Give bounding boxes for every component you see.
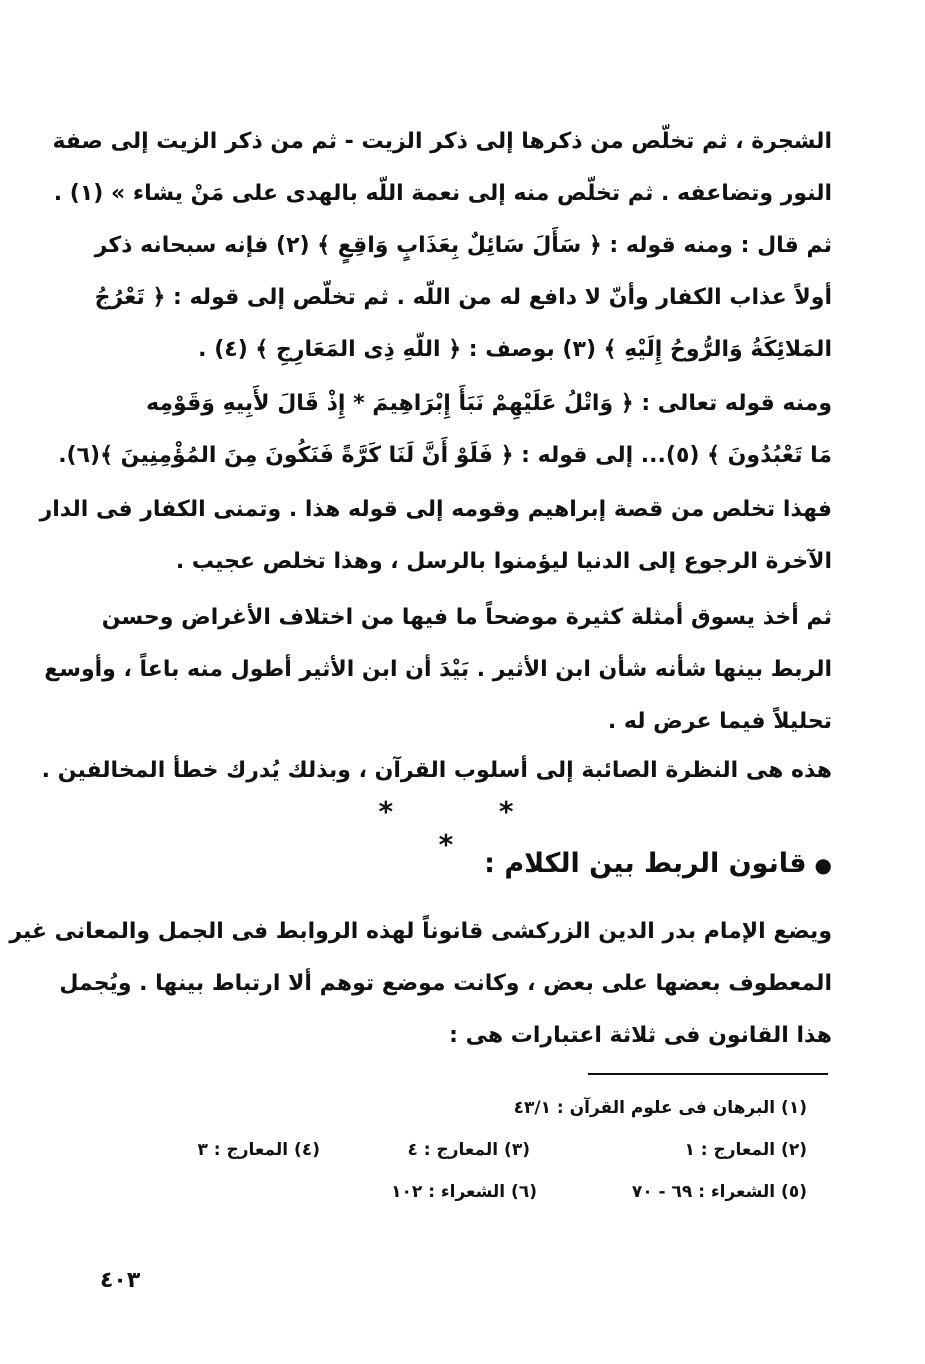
- text-line: أولاً عذاب الكفار وأنّ لا دافع له من اللّه . ثم تخلّص إلى قوله : ﴿ تَعْرُجُ: [94, 285, 832, 310]
- footnote-divider: [588, 1073, 828, 1075]
- text-line: مَا تَعْبُدُونَ ﴾ (٥)... إلى قوله : ﴿ فَلَوْ أَنَّ لَنَا كَرَّةً فَنَكُونَ مِنَ المُؤْمِنِينَ ﴾(٦).: [58, 443, 832, 468]
- footnote-4: (٤) المعارج : ٣: [197, 1140, 320, 1160]
- bullet-icon: ●: [814, 853, 832, 877]
- paragraph-5: [44, 592, 832, 748]
- page-number: ٤٠٣: [100, 1268, 141, 1293]
- text-line: تحليلاً فيما عرض له .: [607, 709, 832, 734]
- footnote-5: (٥) الشعراء : ٦٩ - ٧٠: [631, 1182, 807, 1202]
- section-paragraph: [9, 906, 832, 1062]
- text-line: ثم قال : ومنه قوله : ﴿ سَأَلَ سَائِلٌ بِعَذَابٍ وَاقِعٍ ﴾ (٢) فإنه سبحانه ذكر: [94, 233, 832, 258]
- text-line: المَلائِكَةُ وَالرُّوحُ إِلَيْهِ ﴾ (٣) بوصف : ﴿ اللّهِ ذِى المَعَارِجِ ﴾ (٤) .: [198, 337, 832, 362]
- text-line: النور وتضاعفه . ثم تخلّص منه إلى نعمة اللّه بالهدى على مَنْ يشاء » (١) .: [53, 181, 832, 206]
- footnote-2: (٢) المعارج : ١: [684, 1140, 807, 1160]
- section-heading: [300, 848, 832, 879]
- text-line: هذا القانون فى ثلاثة اعتبارات هى :: [449, 1023, 832, 1048]
- text-line: ثم أخذ يسوق أمثلة كثيرة موضحاً ما فيها من اختلاف الأغراض وحسن: [101, 605, 832, 630]
- text-line: المعطوف بعضها على بعض ، وكانت موضع توهم ألا ارتباط بينها . ويُجمل: [59, 971, 832, 996]
- footnote-1: (١) البرهان فى علوم القرآن : ٤٣/١: [513, 1098, 807, 1118]
- text-line: ومنه قوله تعالى : ﴿ وَاتْلُ عَلَيْهِمْ نَبَأَ إِبْرَاهِيمَ * إِذْ قَالَ لأَبِيهِ وَقَوْمِه: [146, 391, 832, 416]
- paragraph-2: [94, 220, 832, 376]
- text-line: فهذا تخلص من قصة إبراهيم وقومه إلى قوله هذا . وتمنى الكفار فى الدار: [39, 497, 832, 522]
- text-line: الربط بينها شأنه شأن ابن الأثير . بَيْدَ أن ابن الأثير أطول منه باعاً ، وأوسع: [44, 657, 832, 682]
- text-line: الشجرة ، ثم تخلّص من ذكرها إلى ذكر الزيت - ثم من ذكر الزيت إلى صفة: [52, 129, 832, 154]
- paragraph-1: [52, 116, 832, 220]
- text-line: ويضع الإمام بدر الدين الزركشى قانوناً لهذه الروابط فى الجمل والمعانى غير: [9, 919, 832, 944]
- section-heading-text: قانون الربط بين الكلام :: [484, 848, 807, 879]
- paragraph-3: [58, 378, 832, 482]
- footnote-3: (٣) المعارج : ٤: [407, 1140, 530, 1160]
- paragraph-6: [41, 745, 832, 797]
- text-line: الآخرة الرجوع إلى الدنيا ليؤمنوا بالرسل ، وهذا تخلص عجيب .: [175, 549, 832, 574]
- section-separator: * * *: [378, 795, 562, 861]
- footnote-6: (٦) الشعراء : ١٠٢: [391, 1182, 537, 1202]
- text-line: هذه هى النظرة الصائبة إلى أسلوب القرآن ، وبذلك يُدرك خطأ المخالفين .: [41, 758, 832, 783]
- paragraph-4: [39, 484, 832, 588]
